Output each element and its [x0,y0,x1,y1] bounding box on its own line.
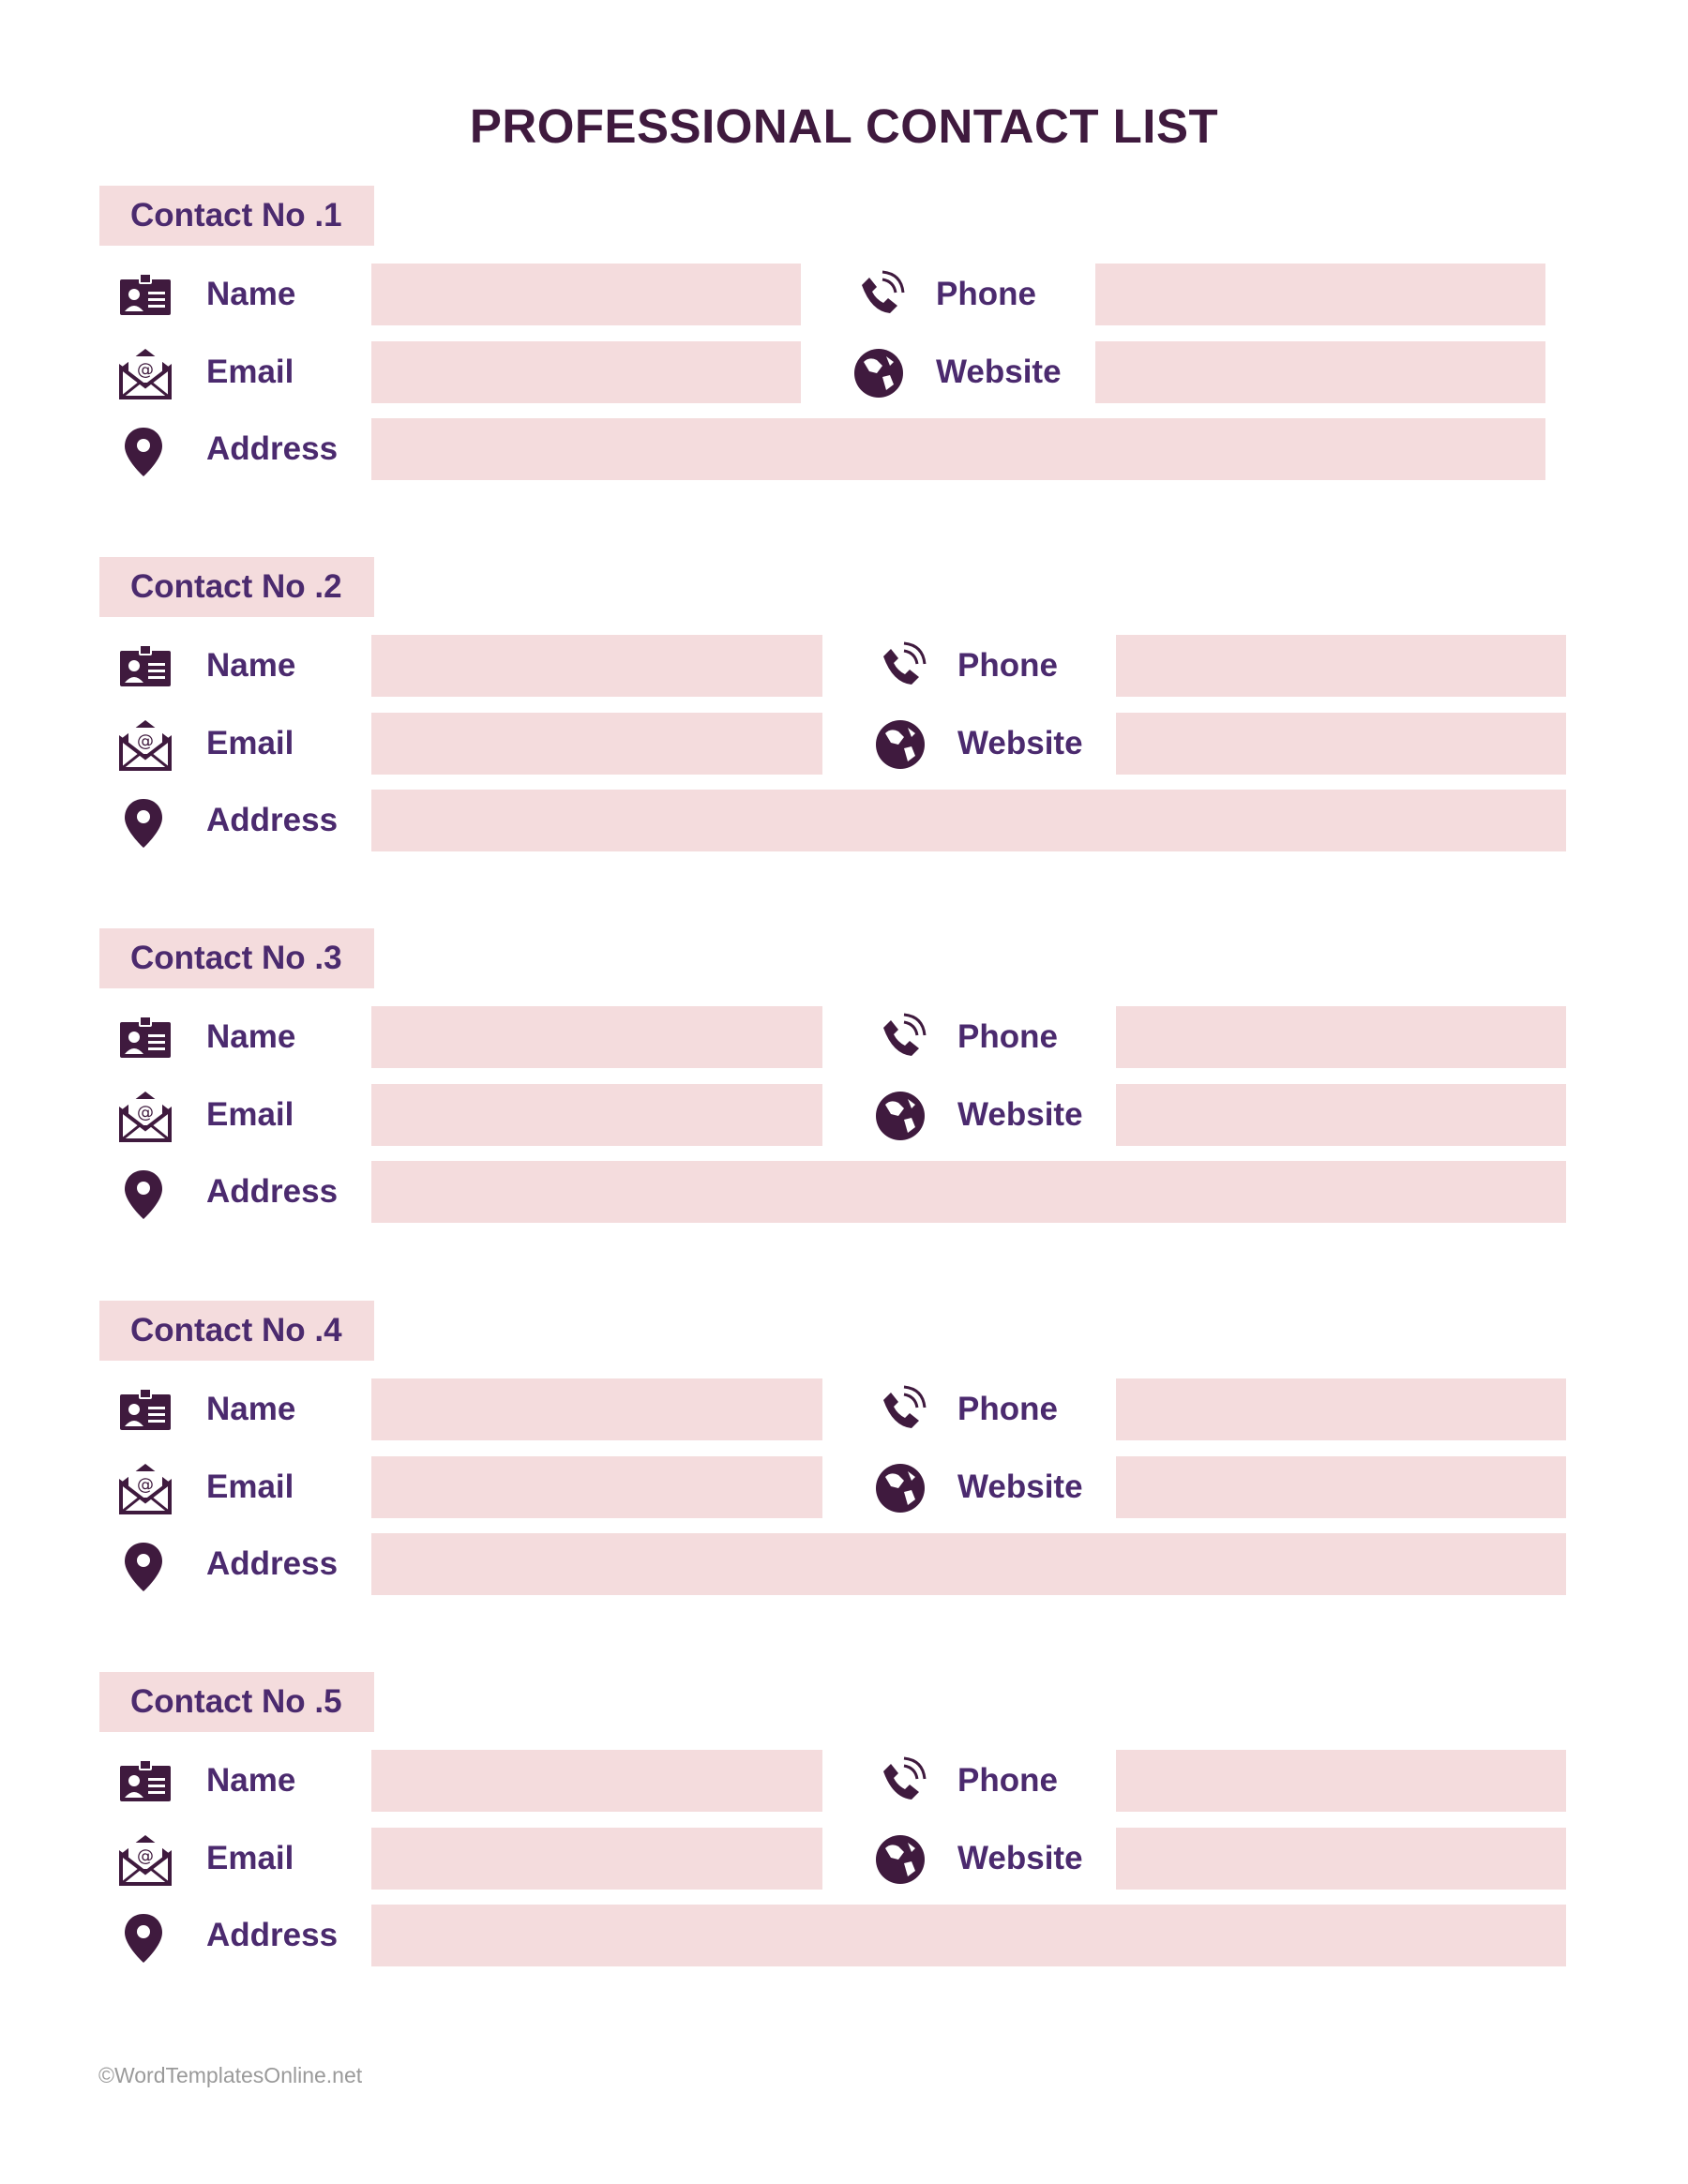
name-label: Name [206,1018,296,1055]
email-field[interactable] [371,713,822,775]
phone-label: Phone [936,276,1036,312]
address-label: Address [206,1917,339,1953]
email-label: Email [206,1469,294,1505]
phone-field[interactable] [1116,1378,1566,1440]
footer-copyright: ©WordTemplatesOnline.net [98,2063,363,2087]
globe-icon [851,345,907,401]
contact-header: Contact No .3 [99,928,374,988]
contact-header: Contact No .1 [99,186,374,246]
globe-icon [872,716,928,773]
email-field[interactable] [371,1456,822,1518]
email-label: Email [206,1096,294,1133]
location-pin-icon [115,1539,172,1595]
location-pin-icon [115,1910,172,1966]
email-icon [117,1460,173,1516]
phone-field[interactable] [1116,1006,1566,1068]
email-label: Email [206,725,294,761]
website-label: Website [957,1469,1083,1505]
address-field[interactable] [371,1905,1566,1966]
email-label: Email [206,1840,294,1876]
id-card-icon [117,640,173,696]
address-label: Address [206,1545,339,1582]
phone-label: Phone [957,647,1058,684]
email-field[interactable] [371,1084,822,1146]
website-label: Website [936,354,1062,390]
contact-card [0,186,1688,561]
address-field[interactable] [371,1161,1566,1223]
svg-text:@: @ [137,1846,154,1866]
contact-card [0,1301,1688,1676]
email-field[interactable] [371,1828,822,1890]
location-pin-icon [115,1167,172,1223]
phone-icon [872,1755,928,1811]
website-label: Website [957,725,1083,761]
contact-card [0,1672,1688,2047]
contact-card [0,928,1688,1303]
address-label: Address [206,802,339,838]
website-field[interactable] [1095,341,1545,403]
name-field[interactable] [371,1750,822,1812]
location-pin-icon [115,795,172,851]
globe-icon [872,1088,928,1144]
contact-header: Contact No .5 [99,1672,374,1732]
svg-text:@: @ [137,1475,154,1495]
phone-label: Phone [957,1391,1058,1427]
id-card-icon [117,1011,173,1067]
phone-icon [851,268,907,324]
id-card-icon [117,1383,173,1439]
globe-icon [872,1831,928,1888]
address-field[interactable] [371,790,1566,851]
svg-text:@: @ [137,1103,154,1122]
location-pin-icon [115,424,172,480]
website-field[interactable] [1116,1456,1566,1518]
website-field[interactable] [1116,1084,1566,1146]
email-label: Email [206,354,294,390]
phone-icon [872,1383,928,1439]
address-label: Address [206,1173,339,1210]
phone-field[interactable] [1116,635,1566,697]
svg-text:@: @ [137,360,154,380]
website-label: Website [957,1840,1083,1876]
id-card-icon [117,268,173,324]
contact-card [0,557,1688,932]
contact-header: Contact No .4 [99,1301,374,1361]
name-label: Name [206,1391,296,1427]
website-label: Website [957,1096,1083,1133]
phone-icon [872,1011,928,1067]
phone-label: Phone [957,1018,1058,1055]
phone-field[interactable] [1095,264,1545,325]
name-field[interactable] [371,264,801,325]
name-label: Name [206,276,296,312]
email-field[interactable] [371,341,801,403]
website-field[interactable] [1116,1828,1566,1890]
globe-icon [872,1460,928,1516]
name-field[interactable] [371,1006,822,1068]
name-label: Name [206,647,296,684]
email-icon [117,345,173,401]
page-title: PROFESSIONAL CONTACT LIST [469,99,1219,153]
phone-field[interactable] [1116,1750,1566,1812]
email-icon [117,716,173,773]
email-icon [117,1831,173,1888]
name-label: Name [206,1762,296,1799]
phone-label: Phone [957,1762,1058,1799]
phone-icon [872,640,928,696]
id-card-icon [117,1755,173,1811]
address-label: Address [206,430,339,467]
svg-text:@: @ [137,731,154,751]
name-field[interactable] [371,1378,822,1440]
address-field[interactable] [371,1533,1566,1595]
website-field[interactable] [1116,713,1566,775]
name-field[interactable] [371,635,822,697]
email-icon [117,1088,173,1144]
address-field[interactable] [371,418,1545,480]
contact-header: Contact No .2 [99,557,374,617]
